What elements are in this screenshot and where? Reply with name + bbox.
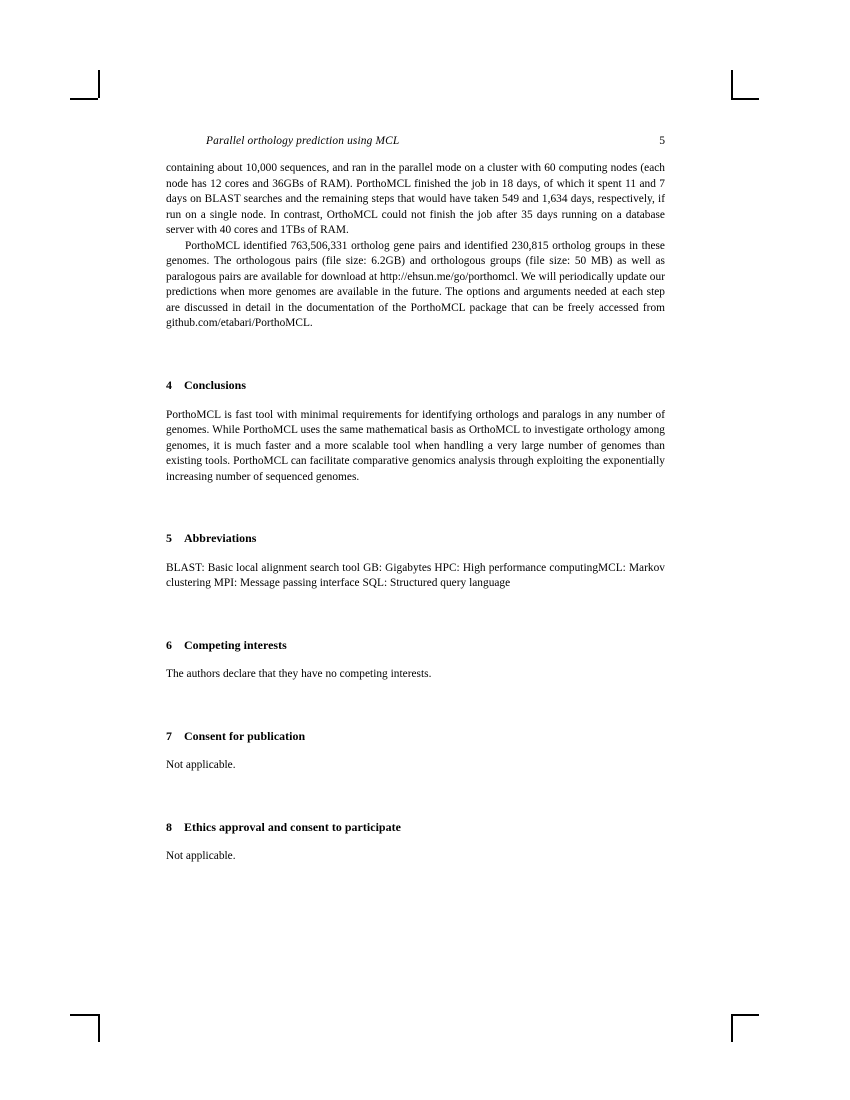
section-spacer (166, 332, 665, 378)
section-heading-competing-interests (166, 638, 665, 654)
heading-spacer (166, 547, 665, 561)
crop-mark-horizontal-rule (70, 1014, 98, 1016)
section-number: 5 (166, 531, 172, 546)
section-heading-ethics-approval (166, 820, 665, 836)
section-spacer (166, 592, 665, 638)
crop-mark-horizontal-rule (731, 98, 759, 100)
section-title: Conclusions (184, 378, 247, 393)
page-text-block (166, 133, 665, 865)
section-spacer (166, 774, 665, 820)
section-body-consent-for-publication: Not applicable. (166, 759, 236, 772)
section-number: 7 (166, 728, 172, 743)
section-title: Ethics approval and consent to participate (184, 819, 401, 834)
section-body-competing-interests: The authors declare that they have no competing interests. (166, 668, 432, 681)
page-number: 5 (659, 134, 665, 147)
section-body-abbreviations: BLAST: Basic local alignment search tool GB: Gigabytes HPC: High performance computingMCL: Markov clustering MPI: Message passing interface SQL: Structured query language (166, 561, 665, 590)
crop-mark-horizontal-rule (731, 1014, 759, 1016)
section-heading-consent-for-publication (166, 729, 665, 745)
section-number: 8 (166, 819, 172, 834)
section-heading-abbreviations (166, 531, 665, 547)
section-number: 4 (166, 378, 172, 393)
paragraph-results-summary: PorthoMCL identified 763,506,331 ortholog gene pairs and identified 230,815 ortholog groups in these genomes. The orthologous pairs (file size: 6.2GB) and orthologous groups (file size: 50 MB) as well as paralogous pairs are available for download at http://ehsun.me/go/porthomcl. We will periodically update our predictions when more genomes are available in the future. The options and arguments needed at each step are discussed in detail in the documentation of the PorthoMCL package that can be freely accessed from github.com/etabari/PorthoMCL. (166, 239, 665, 330)
running-head-title: Parallel orthology prediction using MCL (206, 135, 400, 147)
section-body-conclusions: PorthoMCL is fast tool with minimal requirements for identifying orthologs and paralogs in any number of genomes. While PorthoMCL uses the same mathematical basis as OrthoMCL to investigate orthology among genomes, it is much faster and a more scalable tool when handling a very large number of genomes than existing tools. PorthoMCL can facilitate comparative genomics analysis through exploiting the exponentially increasing number of sequenced genomes. (166, 408, 665, 483)
section-title: Consent for publication (184, 728, 306, 743)
section-number: 6 (166, 637, 172, 652)
heading-spacer (166, 835, 665, 849)
section-title: Competing interests (184, 637, 287, 652)
crop-mark-vertical-rule (98, 1014, 100, 1042)
crop-mark-vertical-rule (98, 70, 100, 98)
crop-mark-horizontal-rule (70, 98, 98, 100)
crop-mark-vertical-rule (731, 70, 733, 98)
section-title: Abbreviations (184, 531, 257, 546)
section-spacer (166, 683, 665, 729)
heading-spacer (166, 394, 665, 408)
crop-mark-vertical-rule (731, 1014, 733, 1042)
heading-spacer (166, 653, 665, 667)
paragraph-continuation: containing about 10,000 sequences, and ran in the parallel mode on a cluster with 60 computing nodes (each node has 12 cores and 36GBs of RAM). PorthoMCL finished the job in 18 days, of which it spent 11 and 7 days on BLAST searches and the remaining steps that would have taken 549 and 1,634 days, respectively, if run on a single node. In contrast, OrthoMCL could not finish the job after 35 days running on a database server with 40 cores and 1TBs of RAM. (166, 162, 665, 237)
heading-spacer (166, 744, 665, 758)
section-body-ethics-approval: Not applicable. (166, 850, 236, 863)
running-head (166, 133, 665, 149)
section-spacer (166, 485, 665, 531)
section-heading-conclusions (166, 378, 665, 394)
